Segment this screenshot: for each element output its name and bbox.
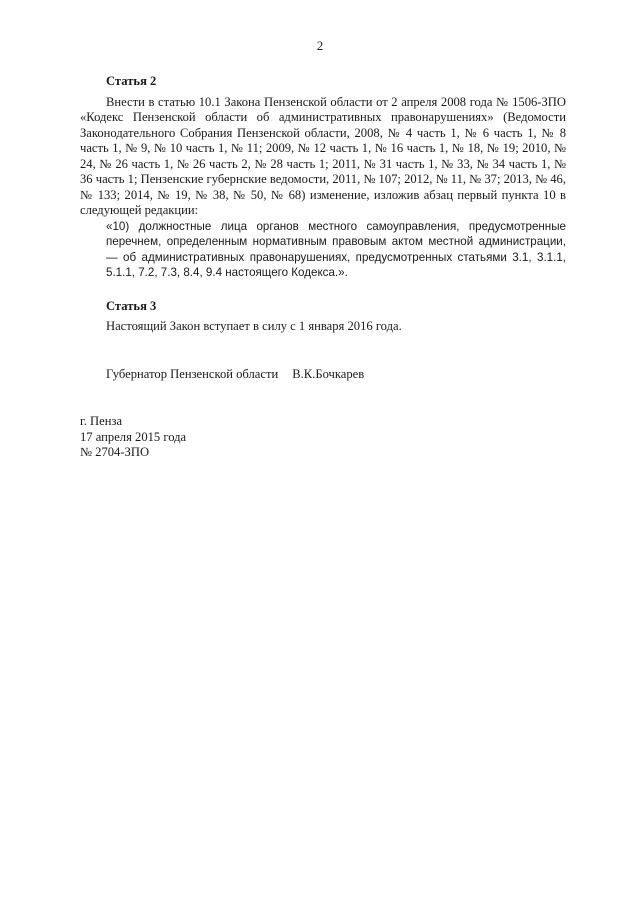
footer-number: № 2704-ЗПО <box>80 445 150 459</box>
footer-date: 17 апреля 2015 года <box>80 429 187 444</box>
page-number: 2 <box>316 38 324 53</box>
document-footer <box>80 414 566 461</box>
footer-city: г. Пенза <box>80 414 123 428</box>
article-2-quote: «10) должностные лица органов местного самоуправления, предусмотренные перечнем, определенным нормативным правовым актом местной администрации, — об административных правонарушениях, предусмотренных статьями 3.1, 3.1.1, 5.1.1, 7.2, 7.3, 8.4, 9.4 настоящего Кодекса.». <box>106 219 566 279</box>
signature-name: В.К.Бочкарев <box>292 366 365 381</box>
signature-block <box>106 367 566 383</box>
document-body <box>80 74 566 461</box>
article-3 <box>80 299 566 335</box>
article-3-heading: Статья 3 <box>106 298 157 313</box>
article-2-heading: Статья 2 <box>106 74 157 88</box>
article-2 <box>80 74 566 281</box>
signature-title: Губернатор Пензенской области <box>106 366 279 381</box>
article-3-paragraph: Настоящий Закон вступает в силу с 1 января 2016 года. <box>106 319 402 333</box>
article-2-paragraph: Внести в статью 10.1 Закона Пензенской области от 2 апреля 2008 года № 1506-ЗПО «Кодекс Пензенской области об административных правонарушениях» (Ведомости Законодательного Собрания Пензенской области, 2008, № 4 часть 1, № 6 часть 1, № 8 часть 1, № 9, № 10 часть 1, № 11; 2009, № 12 часть 1, № 16 часть 1, № 18, № 19; 2010, № 24, № 26 часть 1, № 26 часть 2, № 28 часть 1; 2011, № 31 часть 1, № 33, № 34 часть 1, № 36 часть 1; Пензенские губернские ведомости, 2011, № 107; 2012, № 11, № 37; 2013, № 46, № 133; 2014, № 19, № 38, № 50, № 68) изменение, изложив абзац первый пункта 10 в следующей редакции: <box>80 94 566 217</box>
